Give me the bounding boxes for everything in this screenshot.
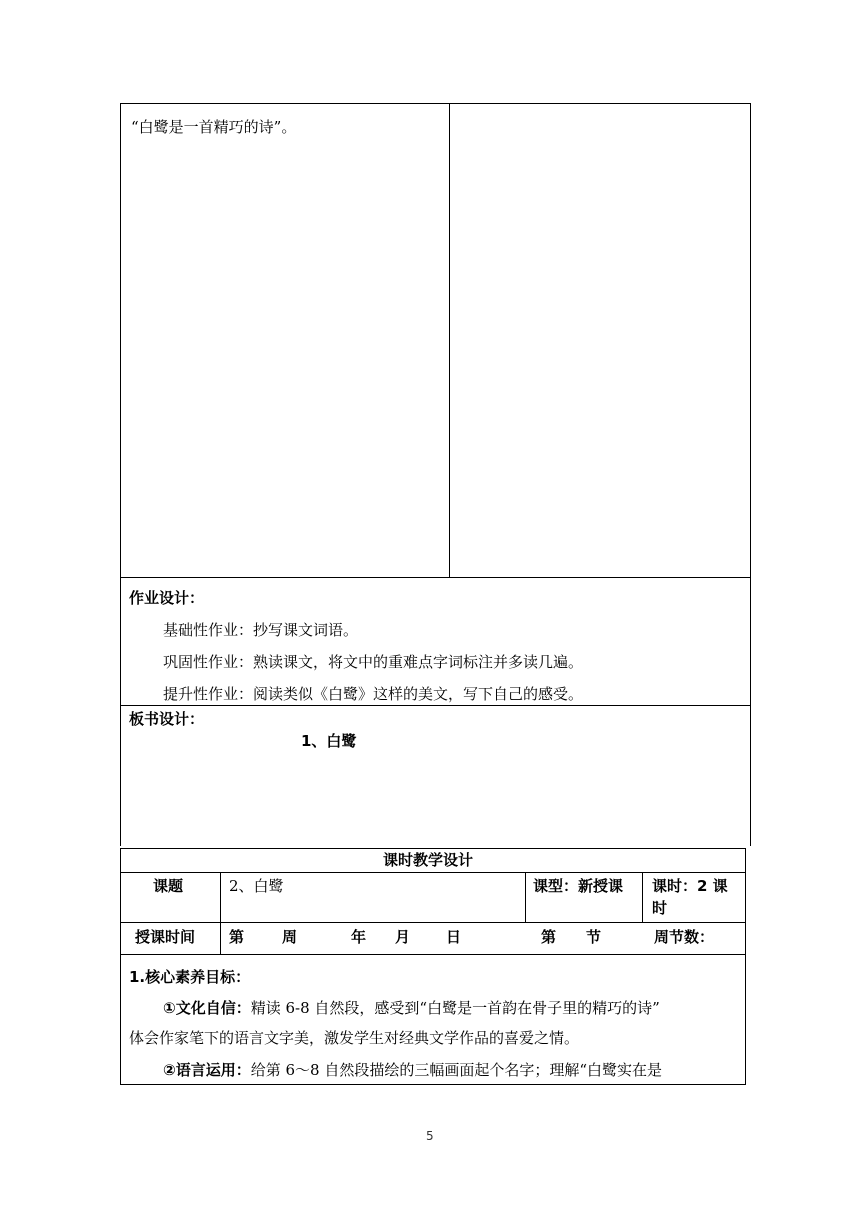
topic-label: 课题 <box>153 877 184 895</box>
core-item-2-text: 给第 6～8 自然段描绘的三幅画面起个名字；理解“白鹭实在是 <box>250 1061 662 1079</box>
table-border-top <box>120 103 751 104</box>
table-row-divider <box>120 577 751 578</box>
table-row-divider <box>120 705 751 706</box>
homework-item: 提升性作业：阅读类似《白鹭》这样的美文，写下自己的感受。 <box>163 685 584 703</box>
time-field-yue: 月 <box>395 928 411 946</box>
table-row-divider <box>120 954 746 955</box>
table-col-divider <box>220 872 221 954</box>
topic-value: 2、白鹭 <box>229 877 284 895</box>
table-col-divider <box>642 872 643 922</box>
core-item-2 <box>163 1060 662 1080</box>
time-field-di2: 第 <box>541 928 557 946</box>
core-heading: 1.核心素养目标： <box>129 968 251 986</box>
time-field-nian: 年 <box>351 928 367 946</box>
time-field-weekly: 周节数： <box>654 928 715 946</box>
left-cell-text: “白鹭是一首精巧的诗”。 <box>131 118 297 136</box>
core-item-1-text: 精读 6-8 自然段，感受到“白鹭是一首韵在骨子里的精巧的诗” <box>250 999 660 1017</box>
table-row-divider <box>120 922 746 923</box>
time-label: 授课时间 <box>135 928 196 946</box>
core-item-2-label: ②语言运用： <box>163 1061 251 1079</box>
lesson-hours: 课时：2 课 <box>652 877 728 895</box>
table-border-right <box>750 103 751 846</box>
core-item-1-cont: 体会作家笔下的语言文字美，激发学生对经典文学作品的喜爱之情。 <box>129 1029 580 1047</box>
board-heading: 板书设计： <box>129 710 205 728</box>
time-field-ri: 日 <box>446 928 462 946</box>
homework-heading: 作业设计： <box>129 589 205 607</box>
table-border-top <box>120 848 746 849</box>
table-border-bottom <box>120 1084 746 1085</box>
page-number: 5 <box>426 1129 434 1143</box>
table-row-divider <box>120 872 746 873</box>
core-item-1-label: ①文化自信： <box>163 999 251 1017</box>
homework-item: 基础性作业：抄写课文词语。 <box>163 621 359 639</box>
time-field-di: 第 <box>229 928 245 946</box>
table-col-divider <box>525 872 526 922</box>
table-column-divider <box>449 103 450 577</box>
homework-item: 巩固性作业：熟读课文，将文中的重难点字词标注并多读几遍。 <box>163 653 584 671</box>
core-item-1 <box>163 998 660 1018</box>
lesson-hours-cont: 时 <box>652 899 668 917</box>
board-title: 1、白鹭 <box>301 732 357 750</box>
table-border-left <box>120 848 121 1085</box>
table-border-right <box>745 848 746 1085</box>
lesson-table-title: 课时教学设计 <box>383 851 474 869</box>
time-field-jie: 节 <box>586 928 602 946</box>
lesson-type: 课型：新授课 <box>533 877 624 895</box>
table-border-left <box>120 103 121 846</box>
time-field-zhou: 周 <box>282 928 298 946</box>
